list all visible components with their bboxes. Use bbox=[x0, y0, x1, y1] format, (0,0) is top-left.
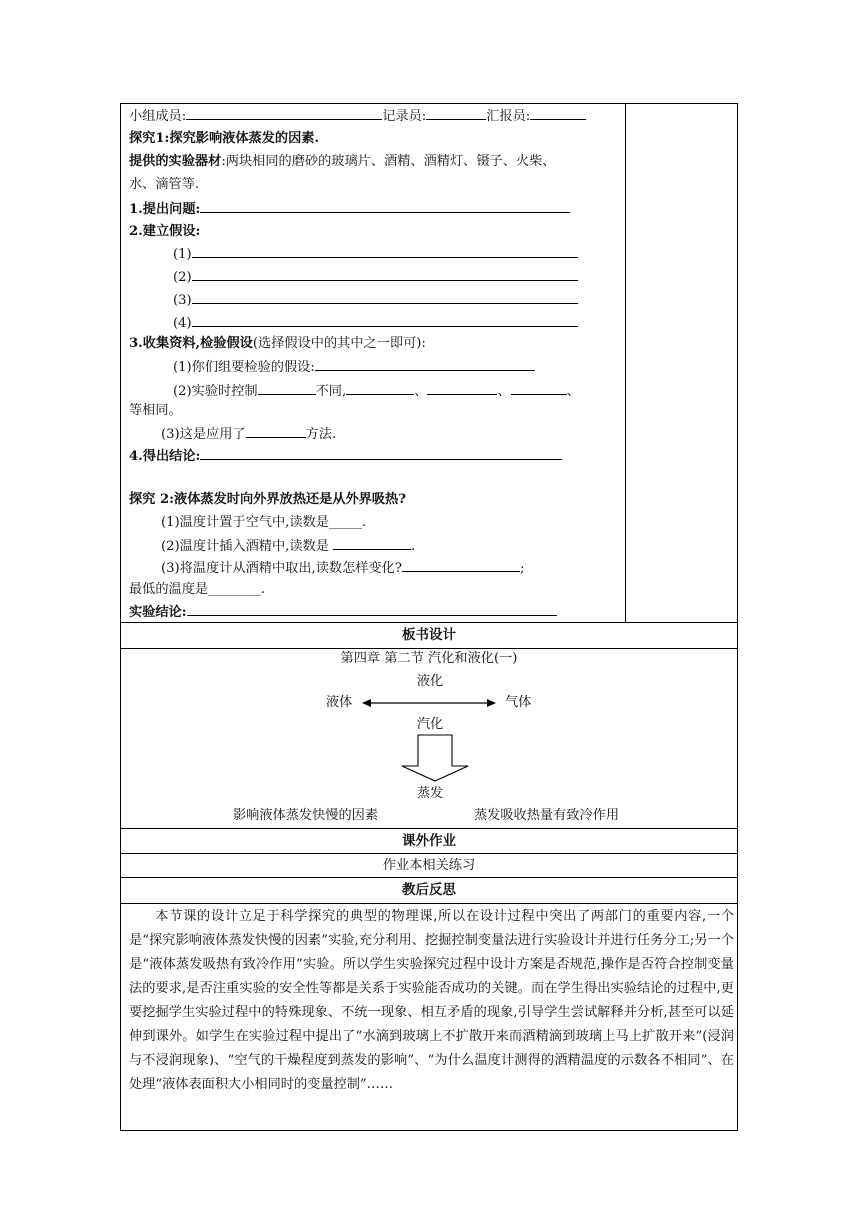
sub3-blank[interactable] bbox=[246, 423, 306, 438]
homework-header: 课外作业 bbox=[402, 833, 456, 849]
sub1-label: (1)你们组要检验的假设: bbox=[173, 360, 315, 375]
q2-tail: . bbox=[411, 539, 416, 554]
hypothesis-4 bbox=[173, 312, 578, 335]
inquiry2-q1: (1)温度计置于空气中,读数是_____. bbox=[161, 515, 367, 530]
recorder-blank[interactable] bbox=[426, 105, 486, 120]
q3-blank[interactable] bbox=[402, 557, 520, 572]
conclusion-blank[interactable] bbox=[200, 445, 562, 460]
sub3-label-b: 方法. bbox=[305, 427, 337, 442]
table-border-right bbox=[737, 103, 738, 829]
sub2-blank-4[interactable] bbox=[511, 380, 567, 395]
inquiry1-title: 探究1:探究影响液体蒸发的因素. bbox=[129, 131, 320, 146]
members-label: 小组成员: bbox=[129, 109, 187, 124]
conclusion-label: 实验结论: bbox=[129, 605, 187, 620]
experiment-conclusion bbox=[129, 601, 557, 624]
board-cooling: 蒸发吸收热量有致冷作用 bbox=[474, 808, 620, 823]
recorder-label: 记录员: bbox=[382, 109, 427, 124]
hypothesis-4-num: (4) bbox=[173, 316, 192, 331]
hypothesis-3-blank[interactable] bbox=[192, 289, 578, 304]
board-evaporate: 蒸发 bbox=[416, 786, 444, 801]
question-blank[interactable] bbox=[200, 198, 570, 213]
step4-line bbox=[129, 445, 562, 468]
sub2-label-a: (2)实验时控制 bbox=[173, 384, 258, 399]
step1-line bbox=[129, 198, 570, 221]
group-line bbox=[129, 105, 586, 128]
reporter-label: 汇报员: bbox=[486, 109, 531, 124]
reporter-blank[interactable] bbox=[530, 105, 586, 120]
hypothesis-1 bbox=[173, 243, 578, 266]
sub2-sep-3: 、 bbox=[566, 384, 580, 399]
homework-content: 作业本相关练习 bbox=[382, 858, 476, 873]
reflection-bottom bbox=[120, 1130, 738, 1131]
hypothesis-4-blank[interactable] bbox=[192, 312, 578, 327]
sub3-line bbox=[161, 423, 336, 446]
table-border-left bbox=[120, 103, 121, 829]
q2-blank[interactable] bbox=[333, 535, 411, 550]
sub2-blank-2[interactable] bbox=[346, 380, 414, 395]
hypothesis-3 bbox=[173, 289, 578, 312]
experiment-conclusion-blank[interactable] bbox=[187, 601, 557, 616]
step4-label: 4.得出结论: bbox=[129, 449, 201, 464]
row-divider-5 bbox=[120, 877, 738, 878]
inquiry2-q2 bbox=[161, 535, 415, 558]
board-liquid: 液体 bbox=[326, 695, 353, 710]
double-arrow-icon bbox=[362, 696, 496, 710]
board-liquefy: 液化 bbox=[416, 674, 444, 689]
table-border-top bbox=[120, 103, 738, 104]
hypothesis-1-num: (1) bbox=[173, 247, 192, 262]
step3-label: 3.收集资料,检验假设 bbox=[129, 336, 253, 351]
step3-line bbox=[129, 333, 426, 355]
step3-note: (选择假设中的其中之一即可): bbox=[252, 336, 426, 351]
lowest-temp: 最低的温度是________. bbox=[129, 582, 266, 597]
hypothesis-2 bbox=[173, 266, 578, 289]
down-arrow-icon bbox=[400, 734, 470, 782]
hypothesis-2-num: (2) bbox=[173, 270, 192, 285]
row-divider-6 bbox=[120, 903, 738, 904]
column-divider bbox=[625, 103, 626, 623]
hypothesis-1-blank[interactable] bbox=[192, 243, 578, 258]
inquiry2-title: 探究 2:液体蒸发时向外界放热还是从外界吸热? bbox=[129, 492, 406, 507]
sub2-blank-3[interactable] bbox=[427, 380, 497, 395]
members-blank[interactable] bbox=[186, 105, 382, 120]
board-factor: 影响液体蒸发快慢的因素 bbox=[233, 808, 379, 823]
step1-label: 1.提出问题: bbox=[129, 202, 201, 217]
board-gas: 气体 bbox=[505, 695, 532, 710]
board-vaporize: 汽化 bbox=[416, 717, 444, 732]
q3-label: (3)将温度计从酒精中取出,读数怎样变化? bbox=[161, 561, 402, 576]
row-divider-3 bbox=[120, 828, 738, 829]
equipment-text: :两块相同的磨砂的玻璃片、酒精、酒精灯、镊子、火柴、 bbox=[221, 154, 556, 169]
reflection-body bbox=[129, 905, 734, 1097]
sub2-sep-2: 、 bbox=[497, 384, 511, 399]
q2-label: (2)温度计插入酒精中,读数是 bbox=[161, 539, 334, 554]
hypothesis-3-num: (3) bbox=[173, 293, 192, 308]
sub2-sep-1: 、 bbox=[414, 384, 428, 399]
sub2-tail: 等相同。 bbox=[129, 403, 182, 418]
reflection-text: 本节课的设计立足于科学探究的典型的物理课,所以在设计过程中突出了两部门的重要内容,一个是“探究影响液体蒸发快慢的因素”实验,充分利用、挖掘控制变量法进行实验设计并进行任务分工;另一个是“液体蒸发吸热有致冷作用”实验。所以学生实验探究过程中设计方案是否规范,操作是否符合控制变量法的要求,是否注重实验的安全性等都是关系于实验能否成功的关键。而在学生得出实验结论的过程中,更要挖掘学生实验过程中的特殊现象、不统一现象、相互矛盾的现象,引导学生尝试解释并分析,甚至可以延伸到课外。如学生在实验过程中提出了“水滴到玻璃上不扩散开来而酒精滴到玻璃上马上扩散开来”(浸润与不浸润现象)、“空气的干燥程度到蒸发的影响”、“为什么温度计测得的酒精温度的示数各不相同”、在处理“液体表面积大小相同时的变量控制”…… bbox=[129, 909, 734, 1092]
equipment-label: 提供的实验器材 bbox=[129, 154, 222, 169]
row-divider-4 bbox=[120, 853, 738, 854]
inquiry2-q3 bbox=[161, 557, 524, 580]
equipment-line-2: 水、滴管等. bbox=[129, 177, 200, 192]
equipment-line bbox=[129, 151, 555, 173]
board-chapter: 第四章 第二节 汽化和液化(一) bbox=[340, 651, 518, 666]
sub2-blank-1[interactable] bbox=[258, 380, 316, 395]
q3-tail: ; bbox=[519, 561, 525, 576]
sub2-label-b: 不同, bbox=[315, 384, 347, 399]
reflection-header: 教后反思 bbox=[402, 882, 456, 898]
hypothesis-2-blank[interactable] bbox=[192, 266, 578, 281]
step2-label: 2.建立假设: bbox=[129, 224, 201, 239]
sub3-label-a: (3)这是应用了 bbox=[161, 427, 246, 442]
sub2-line bbox=[173, 380, 580, 403]
sub1-blank[interactable] bbox=[315, 356, 535, 371]
sub1-line bbox=[173, 356, 535, 379]
board-header: 板书设计 bbox=[402, 627, 456, 643]
